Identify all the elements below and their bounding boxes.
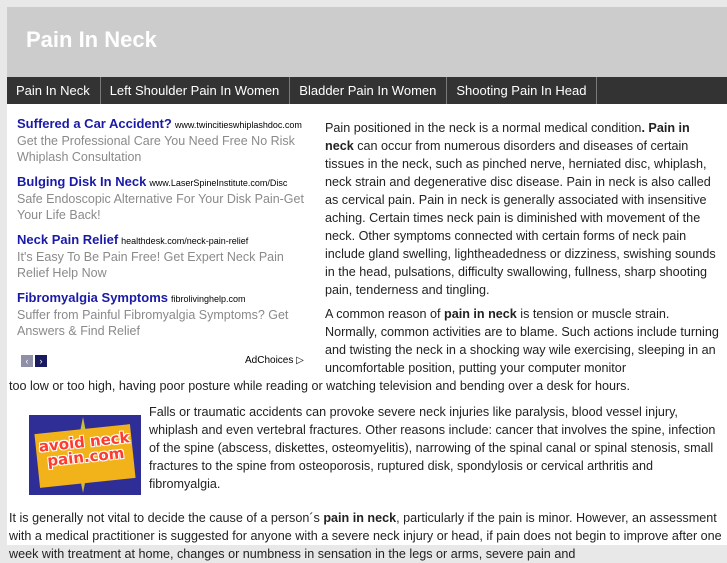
paragraph [325,119,721,299]
paragraph [325,305,721,377]
page [7,7,727,561]
paragraph-text: , particularly if the pain is minor. However, an assessment with a medical practitioner is suggested for anyone with a severe neck injury or head, if pain does not begin to improve after one week with treatment at home, changes or numbness in sensation in the legs or arms, severe pain and [9,511,722,561]
ad-item [17,115,307,165]
ad-item [17,231,307,281]
keyword-bold: pain in neck [444,307,517,321]
nav-item-bladder-pain[interactable]: Bladder Pain In Women [290,77,447,104]
ad-description: Suffer from Painful Fibromyalgia Symptoms? Get Answers & Find Relief [17,308,289,338]
ad-title[interactable]: Neck Pain Relief [17,232,119,247]
ad-block [17,115,307,366]
main-nav [7,77,727,104]
adchoices-link[interactable]: AdChoices ▷ [245,355,304,366]
paragraph-text: is tension or muscle strain. Normally, common activities are to blame. Such actions include turning and twisting the neck in a shocking way wile exercising, sleeping in an uncomfortable position, putting your computer monitor [325,307,719,375]
ad-title[interactable]: Fibromyalgia Symptoms [17,290,168,305]
ad-description: Get the Professional Care You Need Free No Risk Whiplash Consultation [17,134,295,164]
nav-item-left-shoulder-pain[interactable]: Left Shoulder Pain In Women [101,77,291,104]
site-header [7,7,727,77]
ad-url[interactable]: healthdesk.com/neck-pain-relief [121,236,249,246]
ad-title[interactable]: Bulging Disk In Neck [17,174,147,189]
avoid-neck-pain-image[interactable] [29,415,141,495]
paragraph-text: A common reason of [325,307,445,321]
paragraph-text: It is generally not vital to decide the cause of a person´s [9,511,324,525]
paragraph: Falls or traumatic accidents can provoke severe neck injuries like paralysis, blood vessel injury, whiplash and even vertebral fractures. Other reasons include: cancer that involves the spine, infection of the spine (abscess, diskettes, osteomyelitis), narrowing of the spinal canal or spinal stenosis, small fractures to the spine from osteoporosis, ruptured disk, spondylosis or cervical arthritis and fibromyalgia. [149,405,716,491]
chevron-left-icon[interactable]: ‹ [21,355,33,367]
paragraph [9,509,723,563]
nav-item-pain-in-neck[interactable]: Pain In Neck [7,77,101,104]
ad-title[interactable]: Suffered a Car Accident? [17,116,172,131]
keyword-bold: pain in neck [323,511,397,525]
ad-item [17,173,307,223]
ad-footer [21,355,311,369]
ad-description: Safe Endoscopic Alternative For Your Disk Pain-Get Your Life Back! [17,192,304,222]
ad-description: It's Easy To Be Pain Free! Get Expert Neck Pain Relief Help Now [17,250,284,280]
ad-url[interactable]: www.twincitieswhiplashdoc.com [174,120,302,130]
paragraph-text: Pain positioned in the neck is a normal medical condition [325,121,642,135]
paragraph-text: can occur from numerous disorders and diseases of certain tissues in the neck, such as pinched nerve, herniated disc, whiplash, neck strain and degenerative disc disease. Pain in neck is also called as cervical pain. Pain in neck is generally associated with insensitive aching. Certain times neck pain is diminished with movement of the neck. Other symptoms connected with certain forms of neck pain include gland swelling, lightheadedness or dizziness, swishing sounds in the head, pulsations, difficulty swallowing, fullness, sharp shooting pain, tenderness and tingling. [325,139,716,297]
ad-url[interactable]: fibrolivinghelp.com [170,294,246,304]
paragraph-continuation: too low or too high, having poor posture while reading or watching television and bending over a desk for hours. [9,379,630,393]
keyword-bold: . Pain in neck [325,121,690,153]
chevron-right-icon[interactable]: › [35,355,47,367]
ad-item [17,289,307,339]
logo-text: avoid neck pain.com [37,428,131,470]
nav-item-shooting-pain[interactable]: Shooting Pain In Head [447,77,597,104]
site-title[interactable]: Pain In Neck [26,27,157,52]
ad-url[interactable]: www.LaserSpineInstitute.com/Disc [149,178,288,188]
